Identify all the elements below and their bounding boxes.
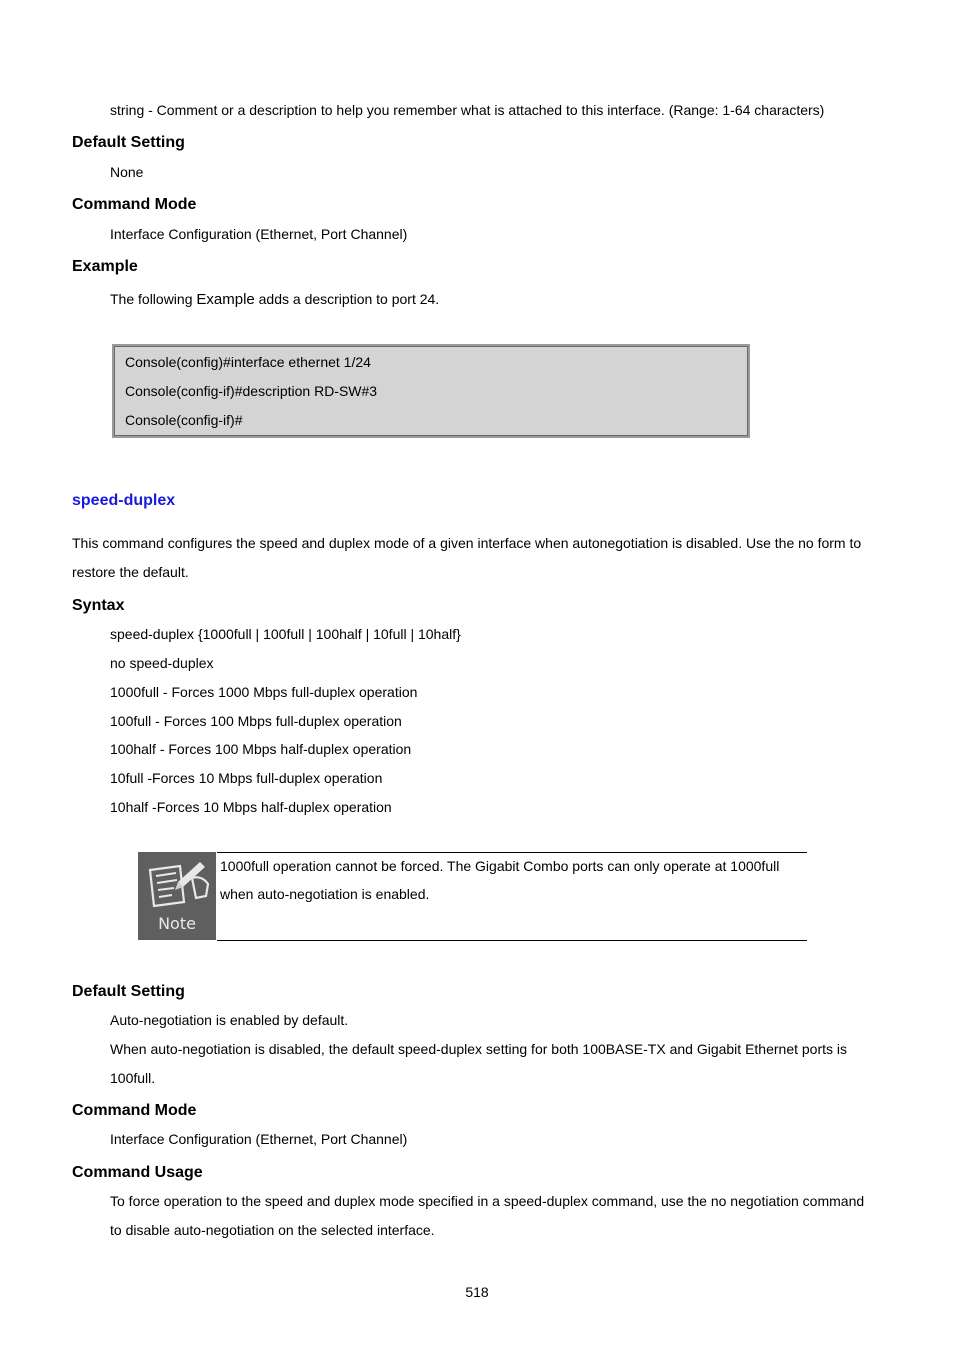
parameter-description: string - Comment or a description to help you remember what is attached to this interface. (Range: 1-64 characters) bbox=[110, 102, 825, 118]
command-mode-value: Interface Configuration (Ethernet, Port Channel) bbox=[110, 1131, 408, 1147]
note-bottom-rule bbox=[217, 940, 807, 941]
syntax-line: 1000full - Forces 1000 Mbps full-duplex operation bbox=[110, 684, 418, 700]
command-mode-heading: Command Mode bbox=[72, 1102, 197, 1119]
command-mode-value: Interface Configuration (Ethernet, Port Channel) bbox=[110, 226, 408, 242]
command-usage-line: to disable auto-negotiation on the selected interface. bbox=[110, 1222, 435, 1238]
page-number: 518 bbox=[465, 1284, 489, 1300]
syntax-line: no speed-duplex bbox=[110, 655, 214, 671]
console-line: Console(config-if)#description RD-SW#3 bbox=[125, 383, 378, 399]
default-setting-value: None bbox=[110, 164, 144, 180]
note-icon-label: Note bbox=[158, 914, 196, 933]
default-setting-heading: Default Setting bbox=[72, 134, 185, 151]
speed-duplex-description-line2: restore the default. bbox=[72, 564, 189, 580]
default-setting-line: When auto-negotiation is disabled, the default speed-duplex setting for both 100BASE-TX and Gigabit Ethernet ports is bbox=[110, 1041, 848, 1057]
syntax-line: 100full - Forces 100 Mbps full-duplex operation bbox=[110, 713, 402, 729]
section-title-speed-duplex: speed-duplex bbox=[72, 492, 176, 509]
example-heading: Example bbox=[72, 258, 138, 275]
syntax-line: 100half - Forces 100 Mbps half-duplex operation bbox=[110, 741, 412, 757]
command-usage-line: To force operation to the speed and duplex mode specified in a speed-duplex command, use the no negotiation command bbox=[110, 1193, 865, 1209]
syntax-line: 10half -Forces 10 Mbps half-duplex operation bbox=[110, 799, 392, 815]
example-prefix: The following bbox=[110, 291, 197, 307]
syntax-line: 10full -Forces 10 Mbps full-duplex operation bbox=[110, 770, 383, 786]
speed-duplex-description-line1: This command configures the speed and duplex mode of a given interface when autonegotiation is disabled. Use the no form to bbox=[72, 535, 862, 551]
console-line: Console(config)#interface ethernet 1/24 bbox=[125, 354, 371, 370]
default-setting-line: 100full. bbox=[110, 1070, 156, 1086]
example-word: Example bbox=[196, 291, 255, 308]
command-mode-heading: Command Mode bbox=[72, 196, 197, 213]
example-suffix: adds a description to port 24. bbox=[254, 291, 440, 307]
note-top-rule bbox=[217, 852, 807, 853]
note-text-line1: 1000full operation cannot be forced. The Gigabit Combo ports can only operate at 1000full bbox=[220, 858, 780, 874]
default-setting-line: Auto-negotiation is enabled by default. bbox=[110, 1012, 349, 1028]
note-pencil-paper-icon bbox=[138, 852, 216, 914]
command-usage-heading: Command Usage bbox=[72, 1164, 203, 1181]
note-icon bbox=[138, 852, 216, 940]
example-description bbox=[110, 291, 439, 308]
console-line: Console(config-if)# bbox=[125, 412, 243, 428]
syntax-heading: Syntax bbox=[72, 597, 125, 614]
note-text-line2: when auto-negotiation is enabled. bbox=[220, 886, 430, 902]
syntax-line: speed-duplex {1000full | 100full | 100half | 10full | 10half} bbox=[110, 626, 461, 642]
console-example-box bbox=[112, 344, 750, 438]
default-setting-heading: Default Setting bbox=[72, 983, 185, 1000]
